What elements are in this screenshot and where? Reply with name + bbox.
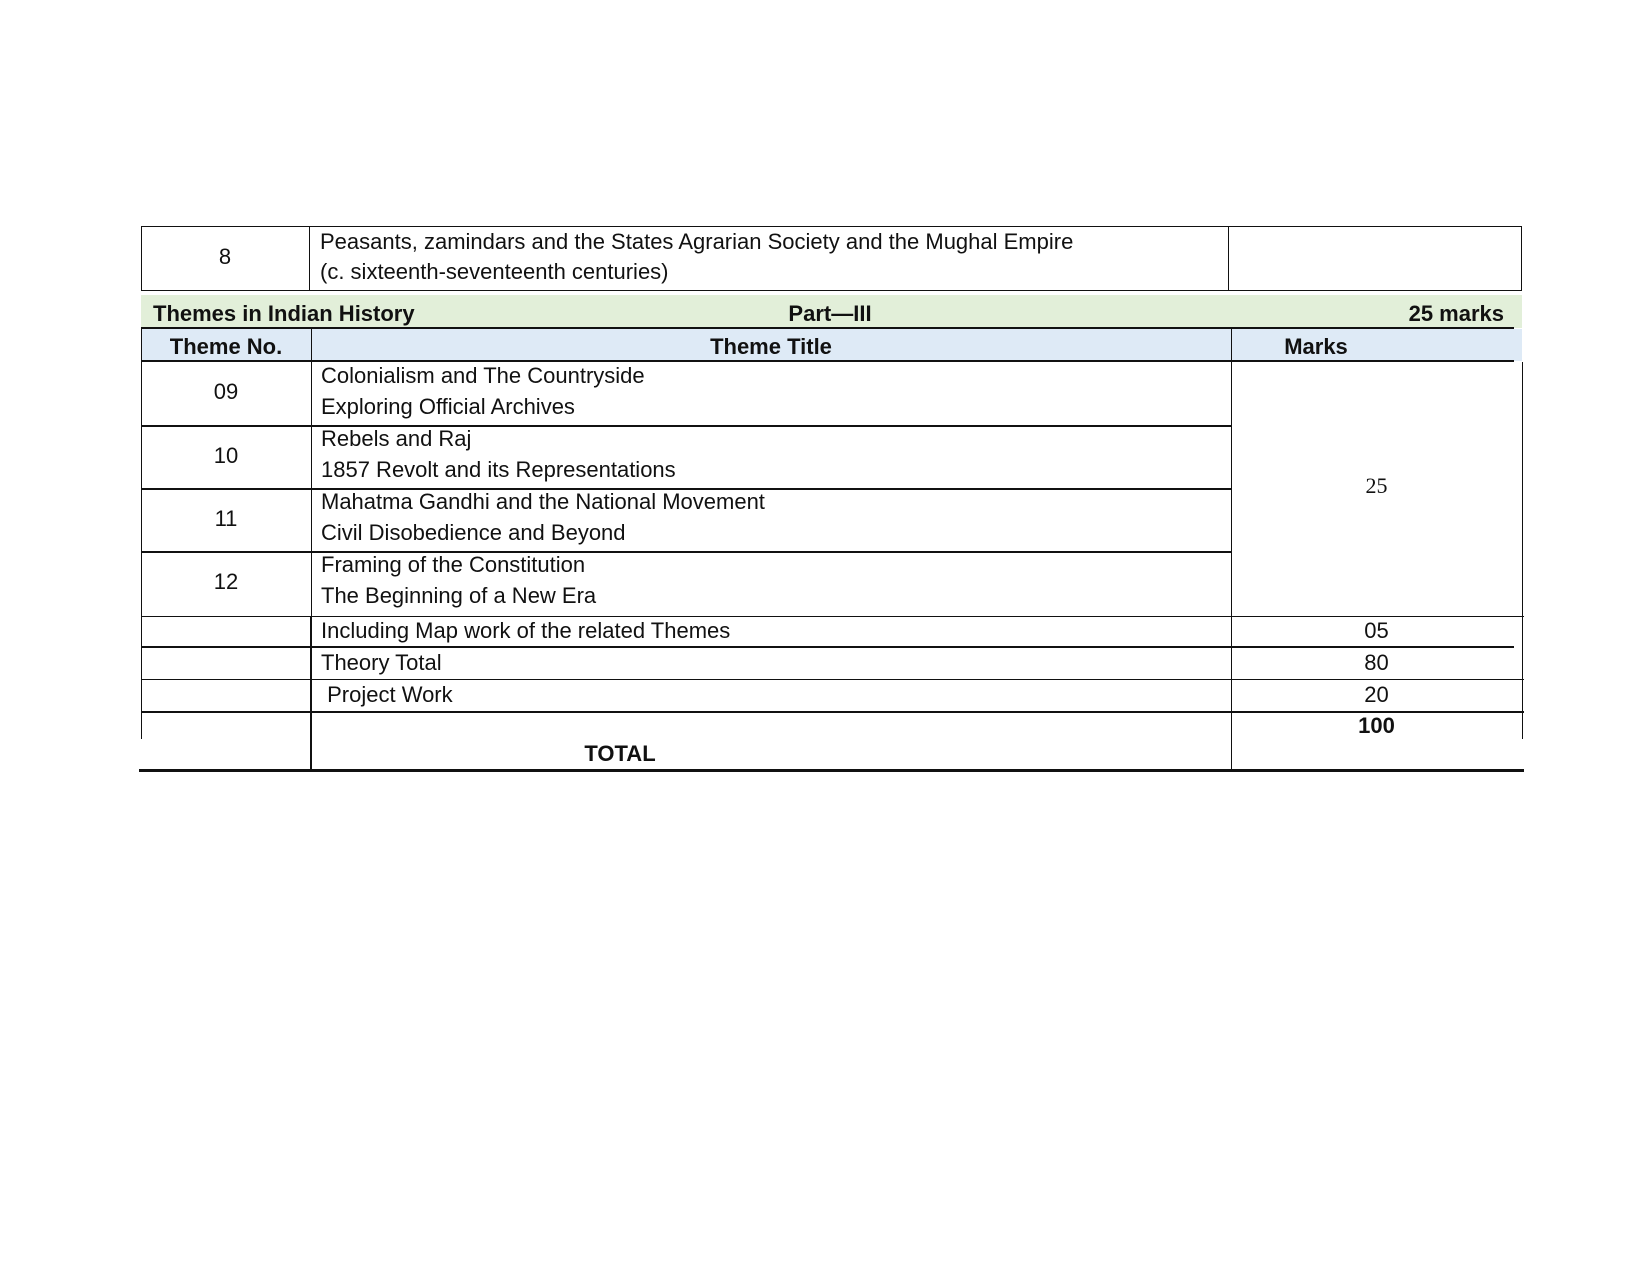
theme-title-line: Framing of the Constitution bbox=[321, 552, 586, 577]
summary-label: Project Work bbox=[321, 682, 453, 707]
header-marks: Marks bbox=[1284, 334, 1348, 359]
summary-marks: 20 bbox=[1364, 682, 1389, 707]
summary-marks: 05 bbox=[1364, 618, 1389, 643]
theme-number: 11 bbox=[214, 506, 238, 531]
theme-title-line: Mahatma Gandhi and the National Movement bbox=[321, 489, 765, 514]
theme-title-line: Colonialism and The Countryside bbox=[321, 363, 645, 388]
header-theme-no: Theme No. bbox=[169, 334, 283, 359]
total-label: TOTAL bbox=[584, 741, 656, 766]
theme-number: 12 bbox=[213, 569, 239, 594]
theme-number: 09 bbox=[213, 379, 239, 404]
theme-title-line: Peasants, zamindars and the States Agrarian Society and the Mughal Empire bbox=[320, 229, 1074, 254]
summary-label: Including Map work of the related Themes bbox=[321, 618, 731, 643]
themes-marks: 25 bbox=[1365, 473, 1388, 498]
banner-part-label: Part—III bbox=[788, 301, 872, 326]
table-bottom-border bbox=[139, 769, 1524, 772]
theme-title-line: Rebels and Raj bbox=[321, 426, 472, 451]
theme-title-line: (c. sixteenth-seventeenth centuries) bbox=[320, 259, 669, 284]
theme-title-line: Exploring Official Archives bbox=[321, 394, 575, 419]
theme-title-line: The Beginning of a New Era bbox=[321, 583, 597, 608]
theme-title-line: 1857 Revolt and its Representations bbox=[321, 457, 676, 482]
banner-section-title: Themes in Indian History bbox=[153, 301, 415, 326]
summary-marks: 80 bbox=[1364, 650, 1389, 675]
theme-number: 8 bbox=[218, 244, 232, 269]
summary-label: Theory Total bbox=[321, 650, 442, 675]
theme-title-line: Civil Disobedience and Beyond bbox=[321, 520, 626, 545]
theme-number: 10 bbox=[213, 443, 239, 468]
total-marks: 100 bbox=[1358, 713, 1395, 738]
header-theme-title: Theme Title bbox=[710, 334, 832, 359]
banner-marks: 25 marks bbox=[1408, 301, 1504, 326]
